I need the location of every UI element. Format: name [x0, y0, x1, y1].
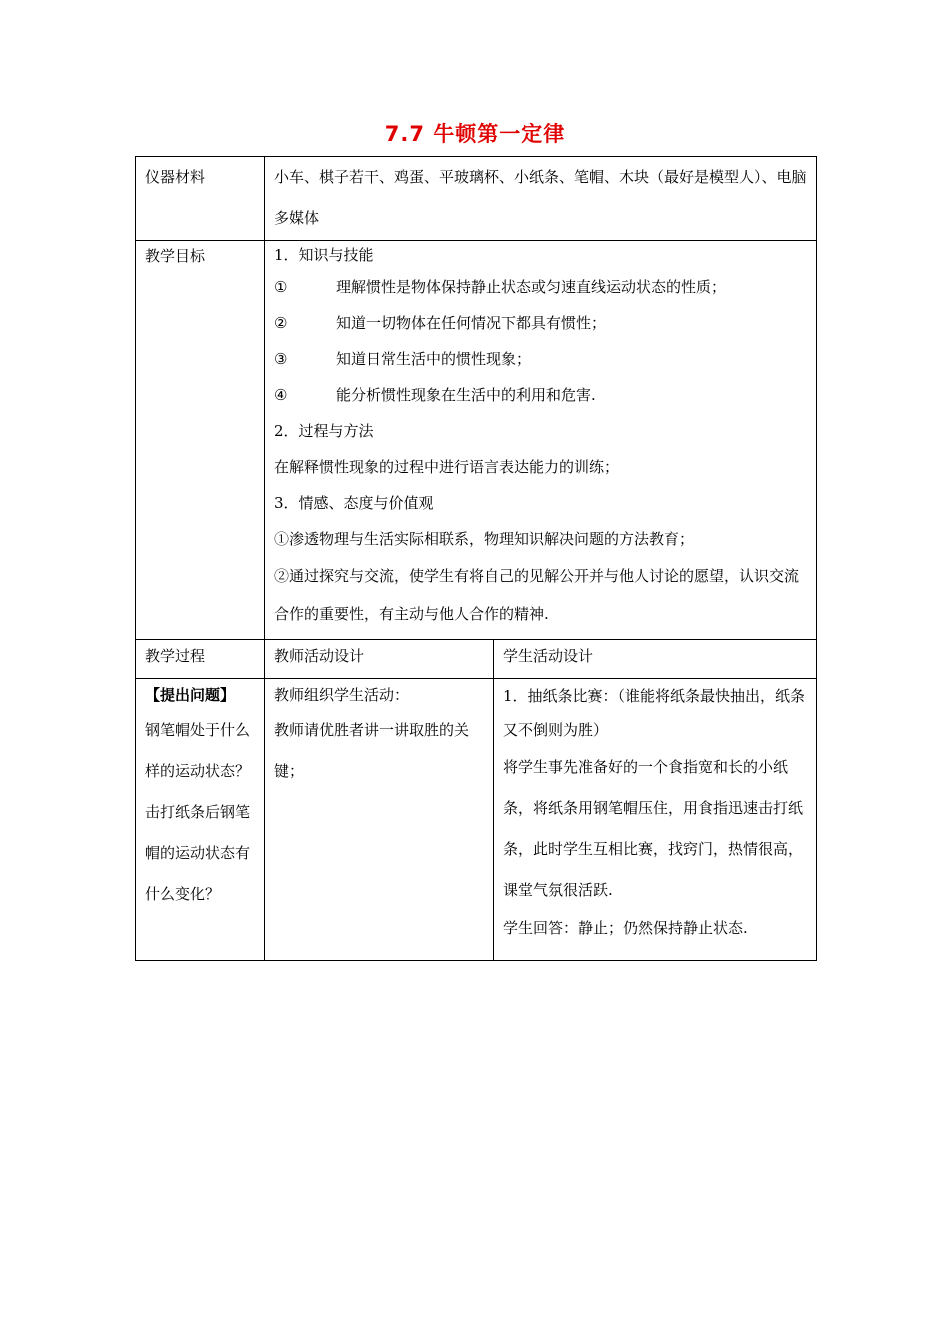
- objectives-row: [136, 241, 817, 640]
- objectives-content-cell: [265, 241, 817, 640]
- student-desc: 将学生事先准备好的一个食指宽和长的小纸条，将纸条用钢笔帽压住，用食指迅速击打纸条，此时学生互相比赛，找窍门，热情很高，课堂气氛很活跃.: [503, 758, 804, 899]
- student-header-cell: [494, 640, 817, 679]
- knowledge-item: [274, 269, 807, 305]
- knowledge-item: [274, 305, 807, 341]
- lesson-plan-table: [135, 156, 817, 961]
- process-label: 教学过程: [145, 647, 206, 665]
- page-title: 7.7 牛顿第一定律: [384, 122, 566, 146]
- student-activity-cell: [494, 679, 817, 961]
- knowledge-heading: 1．知识与技能: [274, 246, 374, 264]
- process-label-cell: [136, 640, 265, 679]
- item-marker: ④: [274, 386, 288, 404]
- teacher-activity-cell: [265, 679, 494, 961]
- item-text: 知道一切物体在任何情况下都具有惯性；: [336, 314, 607, 332]
- emotion-item: ①渗透物理与生活实际相联系，物理知识解决问题的方法教育；: [274, 530, 695, 548]
- materials-label: 仪器材料: [145, 168, 206, 186]
- teacher-header-cell: [265, 640, 494, 679]
- item-text: 能分析惯性现象在生活中的利用和危害.: [336, 386, 596, 404]
- stage-tag: 【提出问题】: [145, 686, 236, 704]
- stage-question: 钢笔帽处于什么样的运动状态？击打纸条后钢笔帽的运动状态有什么变化？: [145, 721, 251, 903]
- materials-text: 小车、棋子若干、鸡蛋、平玻璃杯、小纸条、笔帽、木块（最好是模型人）、电脑多媒体: [274, 168, 807, 227]
- item-marker: ①: [274, 278, 288, 296]
- materials-content-cell: [265, 157, 817, 241]
- student-header: 学生活动设计: [503, 647, 594, 665]
- teacher-line: 教师组织学生活动：: [274, 686, 410, 704]
- process-heading: 2．过程与方法: [274, 422, 374, 440]
- process-header-row: [136, 640, 817, 679]
- item-marker: ②: [274, 314, 288, 332]
- teacher-header: 教师活动设计: [274, 647, 365, 665]
- objectives-label-cell: [136, 241, 265, 640]
- knowledge-item: [274, 377, 807, 413]
- student-answer: 学生回答：静止；仍然保持静止状态.: [503, 919, 748, 937]
- teacher-line: 教师请优胜者讲一讲取胜的关键；: [274, 721, 470, 780]
- emotion-item: ②通过探究与交流，使学生有将自己的见解公开并与他人讨论的愿望，认识交流合作的重要性，有主动与他人合作的精神.: [274, 567, 800, 623]
- process-text: 在解释惯性现象的过程中进行语言表达能力的训练；: [274, 458, 620, 476]
- activity-row: [136, 679, 817, 961]
- materials-label-cell: [136, 157, 265, 241]
- objectives-label: 教学目标: [145, 247, 206, 265]
- item-marker: ③: [274, 350, 288, 368]
- materials-row: [136, 157, 817, 241]
- emotion-heading: 3．情感、态度与价值观: [274, 494, 434, 512]
- item-text: 理解惯性是物体保持静止状态或匀速直线运动状态的性质；: [336, 278, 727, 296]
- item-text: 知道日常生活中的惯性现象；: [336, 350, 532, 368]
- student-intro: 1．抽纸条比赛：（谁能将纸条最快抽出，纸条又不倒则为胜）: [503, 687, 806, 739]
- stage-cell: [136, 679, 265, 961]
- knowledge-item: [274, 341, 807, 377]
